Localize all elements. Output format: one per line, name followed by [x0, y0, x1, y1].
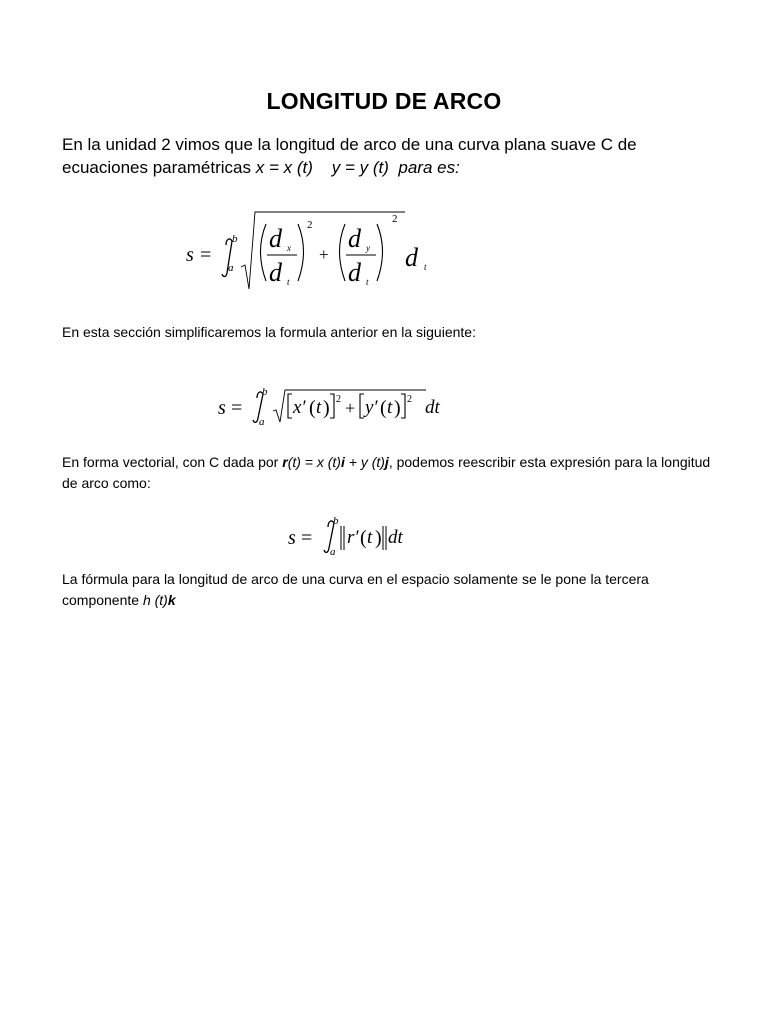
formula3-lower-limit: a	[330, 546, 336, 558]
formula2-xprime: x′	[293, 397, 306, 418]
page-title: LONGITUD DE ARCO	[266, 88, 502, 114]
formula2-lparen: (	[309, 397, 316, 419]
arc-length-formula-derivatives	[214, 378, 454, 434]
vector-r: r	[282, 454, 288, 470]
formula1-sub-t: t	[287, 277, 290, 287]
formula1-d-num: d	[348, 224, 361, 253]
formula3-lparen: (	[360, 527, 367, 549]
intro-paragraph	[62, 133, 722, 179]
formula3-t: t	[367, 527, 373, 548]
simplify-paragraph: En esta sección simplificaremos la formula anterior en la siguiente:	[62, 324, 476, 340]
space-curve-text: La fórmula para la longitud de arco de una curva en el espacio solamente se le pone la tercera componente	[62, 571, 649, 608]
formula2-power: 2	[336, 394, 341, 405]
formula2-plus: +	[345, 398, 356, 418]
formula3-rparen: )	[375, 527, 382, 549]
param-eq-x: x = x (t)	[255, 158, 313, 177]
vector-mid1: (t) = x (t)	[287, 454, 341, 470]
left-paren	[261, 224, 267, 281]
formula1-d-num: d	[269, 224, 282, 253]
vector-text-post: , podemos reescribir esta expresión para la longitud de arco como:	[62, 454, 711, 491]
formula1-power: 2	[392, 213, 398, 225]
right-paren	[377, 224, 383, 281]
formula1-power: 2	[307, 219, 313, 231]
formula1-sub-t: t	[424, 262, 427, 272]
formula2-dt: dt	[425, 397, 440, 418]
formula2-power: 2	[407, 394, 412, 405]
right-bracket	[330, 394, 334, 418]
vector-text-pre: En forma vectorial, con C dada por	[62, 454, 279, 470]
left-paren	[340, 224, 346, 281]
formula2-lower-limit: a	[259, 416, 265, 428]
formula2-lhs: s	[218, 397, 226, 419]
right-paren	[298, 224, 304, 281]
formula1-upper-limit: b	[232, 233, 238, 245]
formula2-t: t	[387, 397, 393, 418]
formula2-rparen: )	[394, 397, 401, 419]
formula1-sub-x: x	[287, 243, 291, 253]
formula1-sub-y: y	[366, 243, 370, 253]
formula1-d-den: d	[348, 258, 361, 287]
vector-j: j	[384, 454, 389, 470]
formula1-d-dt: d	[405, 243, 418, 272]
formula3-lhs: s	[288, 527, 296, 549]
formula1-lhs: s	[186, 244, 194, 266]
formula2-rparen: )	[323, 397, 330, 419]
intro-text: En la unidad 2 vimos que la longitud de arco de una curva plana suave C de ecuaciones paramétricas	[62, 135, 637, 177]
space-curve-h: h (t)	[142, 592, 168, 608]
formula3-dt: dt	[388, 527, 403, 548]
formula1-sub-t: t	[366, 277, 369, 287]
arc-length-formula-vector	[284, 512, 414, 562]
formula3-upper-limit: b	[333, 515, 339, 527]
left-bracket	[288, 394, 292, 418]
formula1-lower-limit: a	[228, 262, 234, 274]
vector-mid2: + y (t)	[348, 454, 385, 470]
formula2-equals: =	[231, 397, 243, 419]
formula2-upper-limit: b	[262, 386, 268, 398]
space-curve-paragraph	[62, 569, 722, 611]
formula1-plus: +	[319, 245, 329, 264]
param-eq-y: y = y (t)	[331, 158, 389, 177]
formula1-equals: =	[200, 244, 212, 266]
formula2-lparen: (	[380, 397, 387, 419]
formula2-yprime: y′	[365, 397, 378, 418]
formula1-d-den: d	[269, 258, 282, 287]
vector-form-paragraph	[62, 452, 722, 494]
space-curve-k: k	[167, 592, 176, 608]
vector-i: i	[340, 454, 345, 470]
right-bracket	[401, 394, 405, 418]
intro-tail: para es:	[398, 158, 460, 177]
formula2-t: t	[316, 397, 322, 418]
formula3-equals: =	[301, 527, 313, 549]
formula3-rprime: r′	[347, 527, 359, 548]
arc-length-formula-parametric	[180, 205, 440, 300]
left-bracket	[360, 394, 364, 418]
